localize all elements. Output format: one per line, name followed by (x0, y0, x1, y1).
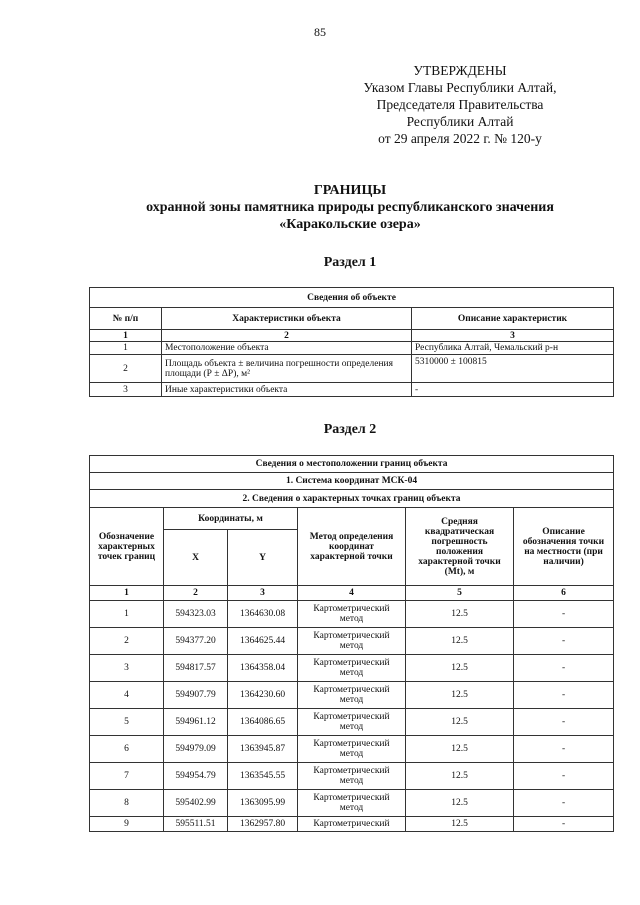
coordinate-y: 1363095.99 (228, 790, 298, 817)
row-number: 3 (90, 383, 162, 397)
error: 12.5 (406, 628, 514, 655)
coordinate-x: 595511.51 (164, 817, 228, 832)
coordinate-y: 1363545.55 (228, 763, 298, 790)
column-header: Описание характеристик (412, 308, 614, 330)
table-row (90, 342, 614, 355)
approval-line: Республики Алтай (406, 114, 514, 129)
error: 12.5 (406, 601, 514, 628)
error: 12.5 (406, 682, 514, 709)
table-row (90, 601, 614, 628)
point-number: 8 (90, 790, 164, 817)
coordinate-y: 1362957.80 (228, 817, 298, 832)
approval-block (360, 62, 560, 147)
approval-line: от 29 апреля 2022 г. № 120-у (378, 131, 542, 146)
column-number: 5 (406, 586, 514, 601)
coordinate-x: 594323.03 (164, 601, 228, 628)
point-number: 7 (90, 763, 164, 790)
error: 12.5 (406, 736, 514, 763)
title-line: охранной зоны памятника природы республиканского значения (146, 200, 554, 215)
coordinate-x: 595402.99 (164, 790, 228, 817)
method: Картометрический (298, 817, 406, 832)
coordinate-y: 1364625.44 (228, 628, 298, 655)
column-header: № п/п (90, 308, 162, 330)
characteristic-name: Площадь объекта ± величина погрешности определения площади (Р ± ΔР), м² (162, 355, 412, 383)
method: Картометрический метод (298, 790, 406, 817)
method: Картометрический метод (298, 709, 406, 736)
table-row (90, 709, 614, 736)
column-header: Координаты, м (164, 508, 298, 530)
method: Картометрический метод (298, 736, 406, 763)
coordinate-y: 1364630.08 (228, 601, 298, 628)
page-number: 85 (314, 25, 326, 39)
characteristic-name: Иные характеристики объекта (162, 383, 412, 397)
section2-heading: Раздел 2 (323, 422, 377, 437)
error: 12.5 (406, 817, 514, 832)
table-row (90, 355, 614, 383)
approval-line: Председателя Правительства (376, 97, 544, 112)
description: - (514, 601, 614, 628)
description: - (514, 628, 614, 655)
points-body (90, 601, 614, 832)
column-number: 3 (228, 586, 298, 601)
characteristic-value: Республика Алтай, Чемальский р-н (412, 342, 614, 355)
column-header: Средняя квадратическая погрешность положения характерной точки (Mt), м (406, 508, 514, 586)
column-number: 6 (514, 586, 614, 601)
point-number: 6 (90, 736, 164, 763)
column-header: Характеристики объекта (162, 308, 412, 330)
characteristic-value: 5310000 ± 100815 (412, 355, 614, 383)
point-number: 9 (90, 817, 164, 832)
description: - (514, 736, 614, 763)
point-number: 4 (90, 682, 164, 709)
characteristic-name: Местоположение объекта (162, 342, 412, 355)
document-title (40, 182, 640, 233)
coordinate-y: 1364086.65 (228, 709, 298, 736)
description: - (514, 655, 614, 682)
description: - (514, 790, 614, 817)
point-number: 1 (90, 601, 164, 628)
column-number: 2 (162, 330, 412, 342)
error: 12.5 (406, 655, 514, 682)
table-row (90, 655, 614, 682)
method: Картометрический метод (298, 655, 406, 682)
description: - (514, 763, 614, 790)
table-row (90, 628, 614, 655)
point-number: 2 (90, 628, 164, 655)
coordinate-x: 594907.79 (164, 682, 228, 709)
coordinate-y: 1363945.87 (228, 736, 298, 763)
coordinate-x: 594817.57 (164, 655, 228, 682)
table-row (90, 736, 614, 763)
column-header: Метод определения координат характерной точки (298, 508, 406, 586)
table-row (90, 383, 614, 397)
coordinate-y: 1364230.60 (228, 682, 298, 709)
method: Картометрический метод (298, 601, 406, 628)
table-subtitle: 2. Сведения о характерных точках границ объекта (90, 490, 614, 508)
table-row (90, 817, 614, 832)
description: - (514, 682, 614, 709)
column-number: 4 (298, 586, 406, 601)
approval-line: УТВЕРЖДЕНЫ (413, 63, 507, 78)
table-title: Сведения об объекте (90, 288, 614, 308)
description: - (514, 817, 614, 832)
column-header: Описание обозначения точки на местности (при наличии) (514, 508, 614, 586)
table-row (90, 682, 614, 709)
method: Картометрический метод (298, 763, 406, 790)
coordinate-system: 1. Система координат МСК-04 (90, 473, 614, 490)
description: - (514, 709, 614, 736)
method: Картометрический метод (298, 682, 406, 709)
column-number: 1 (90, 586, 164, 601)
column-header-x: X (164, 530, 228, 586)
coordinate-x: 594954.79 (164, 763, 228, 790)
characteristic-value: - (412, 383, 614, 397)
method: Картометрический метод (298, 628, 406, 655)
object-info-table (89, 287, 614, 397)
coordinate-x: 594377.20 (164, 628, 228, 655)
error: 12.5 (406, 709, 514, 736)
table-row (90, 763, 614, 790)
error: 12.5 (406, 763, 514, 790)
column-number: 1 (90, 330, 162, 342)
title-line: «Каракольские озера» (279, 217, 421, 232)
coordinate-y: 1364358.04 (228, 655, 298, 682)
coordinate-x: 594961.12 (164, 709, 228, 736)
row-number: 1 (90, 342, 162, 355)
column-number: 3 (412, 330, 614, 342)
table-row (90, 790, 614, 817)
column-header: Обозначение характерных точек границ (90, 508, 164, 586)
column-number: 2 (164, 586, 228, 601)
coordinate-x: 594979.09 (164, 736, 228, 763)
column-header-y: Y (228, 530, 298, 586)
title-line: ГРАНИЦЫ (313, 183, 387, 198)
table-title: Сведения о местоположении границ объекта (90, 456, 614, 473)
approval-line: Указом Главы Республики Алтай, (363, 80, 557, 95)
boundary-points-table (89, 455, 614, 832)
point-number: 3 (90, 655, 164, 682)
row-number: 2 (90, 355, 162, 383)
section1-heading: Раздел 1 (323, 255, 377, 270)
point-number: 5 (90, 709, 164, 736)
error: 12.5 (406, 790, 514, 817)
